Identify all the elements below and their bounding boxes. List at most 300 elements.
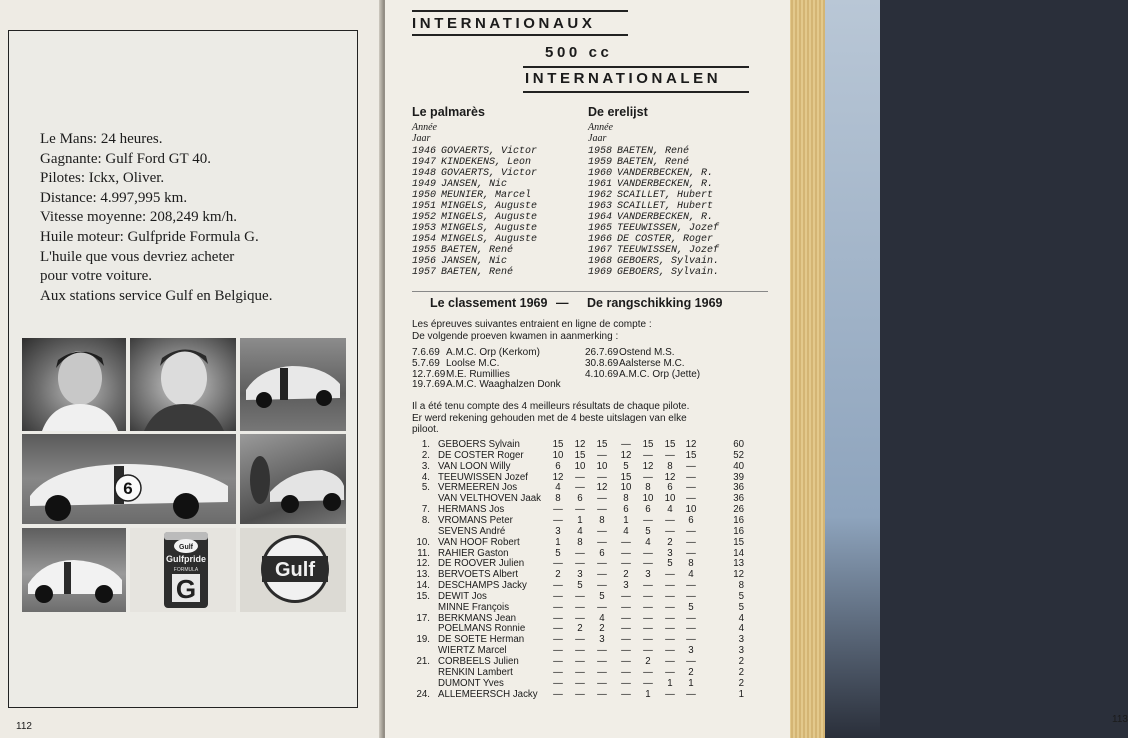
total-cell: 5 xyxy=(738,590,744,602)
race-car-photo xyxy=(240,338,346,431)
palmares-row xyxy=(412,179,537,190)
score-cell: 3 xyxy=(645,569,651,581)
score-cell: — xyxy=(621,656,631,667)
palmares-heading-nl: De erelijst xyxy=(588,105,648,119)
palmares-name: TEEUWISSEN, Jozef xyxy=(617,245,720,256)
score-cell: 15 xyxy=(685,449,697,461)
palmares-name: VANDERBECKEN, R. xyxy=(617,179,714,190)
score-cell: — xyxy=(597,449,607,461)
score-cell: 6 xyxy=(577,493,583,505)
palmares-year: 1964 xyxy=(588,212,613,223)
rider-name-cell: VERMEEREN Jos xyxy=(438,482,518,494)
event-date: 7.6.69 xyxy=(412,347,440,358)
total-cell: 2 xyxy=(738,666,744,678)
title-rule xyxy=(412,10,628,12)
rank-cell: 3. xyxy=(421,460,430,472)
score-cell: — xyxy=(643,590,653,602)
palmares-row xyxy=(588,234,719,245)
event-date: 19.7.69 xyxy=(412,379,446,391)
rider-name-cell: MINNE François xyxy=(438,601,510,613)
score-cell: — xyxy=(643,623,653,635)
score-cell: 2 xyxy=(688,666,694,678)
score-cell: 10 xyxy=(685,504,697,516)
score-cell: — xyxy=(643,677,653,689)
score-cell: 5 xyxy=(577,580,583,592)
palmares-name: KINDEKENS, Leon xyxy=(441,157,532,168)
score-cell: 12 xyxy=(574,439,586,450)
rider-name-cell: VAN VELTHOVEN Jaak xyxy=(438,493,542,505)
rider-name-cell: VROMANS Peter xyxy=(438,514,513,526)
can-brand: Gulf xyxy=(179,544,193,551)
score-cell: 4 xyxy=(645,536,651,548)
score-cell: — xyxy=(643,580,653,592)
total-cell: 52 xyxy=(733,449,744,461)
heading-dash: — xyxy=(556,296,569,310)
score-cell: — xyxy=(621,536,631,548)
score-cell: 3 xyxy=(623,580,629,592)
rank-cell: 13. xyxy=(416,569,430,581)
score-cell: — xyxy=(686,471,696,483)
rank-cell: 8. xyxy=(421,514,430,526)
event-place: A.M.C. Waaghalzen Donk xyxy=(446,379,561,391)
rider-name-cell: VAN LOON Willy xyxy=(438,460,511,472)
score-cell: — xyxy=(553,666,563,678)
rider-name-cell: HERMANS Jos xyxy=(438,504,505,516)
title-rule xyxy=(523,66,749,68)
score-cell: — xyxy=(553,558,563,570)
score-cell: 15 xyxy=(552,439,564,450)
palmares-year: 1966 xyxy=(588,234,613,245)
palmares-row xyxy=(412,256,537,267)
event-date: 26.7.69 xyxy=(585,347,619,358)
score-cell: — xyxy=(686,493,696,505)
palmares-name: BAETEN, René xyxy=(617,157,690,168)
total-cell: 1 xyxy=(738,688,744,700)
event-place: M.E. Rumillies xyxy=(446,368,510,380)
intro-french: Les épreuves suivantes entraient en ligne de compte : xyxy=(412,319,652,330)
palmares-year: 1950 xyxy=(412,190,437,201)
rank-cell: 14. xyxy=(416,580,430,592)
score-cell: 6 xyxy=(688,514,694,526)
score-cell: — xyxy=(597,601,607,613)
palmares-name: BAETEN, René xyxy=(617,146,690,157)
ad-line: Distance: 4.997,995 km. xyxy=(40,189,188,206)
score-cell: — xyxy=(621,634,631,646)
score-cell: 15 xyxy=(664,439,676,450)
score-cell: — xyxy=(621,601,631,613)
race-car-photo xyxy=(22,528,126,612)
rank-cell: 7. xyxy=(421,504,430,516)
score-cell: — xyxy=(665,601,675,613)
score-cell: — xyxy=(665,634,675,646)
score-cell: 5 xyxy=(688,601,694,613)
score-cell: — xyxy=(575,677,585,689)
score-cell: — xyxy=(686,580,696,592)
palmares-year: 1967 xyxy=(588,245,613,256)
score-cell: — xyxy=(553,677,563,689)
score-cell: — xyxy=(643,634,653,646)
score-cell: 12 xyxy=(552,471,564,483)
score-cell: — xyxy=(643,666,653,678)
total-cell: 2 xyxy=(738,656,744,667)
score-cell: 4 xyxy=(667,504,673,516)
score-cell: 12 xyxy=(596,482,608,494)
palmares-name: SCAILLET, Hubert xyxy=(617,190,714,201)
event-date: 5.7.69 xyxy=(412,357,440,369)
score-cell: 8 xyxy=(577,536,583,548)
score-cell: 5 xyxy=(555,547,561,559)
total-cell: 13 xyxy=(733,558,744,570)
palmares-name: VANDERBECKEN, R. xyxy=(617,212,714,223)
score-cell: 2 xyxy=(667,536,673,548)
rider-name-cell: BERVOETS Albert xyxy=(438,569,519,581)
score-cell: — xyxy=(686,612,696,624)
palmares-name: MINGELS, Auguste xyxy=(441,234,538,245)
score-cell: 1 xyxy=(623,514,629,526)
driver-portrait-icon xyxy=(22,338,126,431)
gulf-logo xyxy=(240,528,346,612)
palmares-name: SCAILLET, Hubert xyxy=(617,201,714,212)
pit-stop-icon xyxy=(240,434,346,524)
score-cell: — xyxy=(575,558,585,570)
rider-name-cell: DUMONT Yves xyxy=(438,677,504,689)
score-cell: — xyxy=(575,590,585,602)
note-line: piloot. xyxy=(412,424,439,435)
rank-cell: 24. xyxy=(416,688,430,700)
oil-can-icon xyxy=(130,528,236,612)
palmares-name: MINGELS, Auguste xyxy=(441,223,538,234)
score-cell: — xyxy=(621,558,631,570)
rider-name-cell: BERKMANS Jean xyxy=(438,612,517,624)
palmares-name: MINGELS, Auguste xyxy=(441,201,538,212)
race-car-icon xyxy=(22,528,126,612)
palmares-year: 1948 xyxy=(412,168,437,179)
palmares-year: 1959 xyxy=(588,157,613,168)
score-cell: 5 xyxy=(599,590,605,602)
score-cell: — xyxy=(643,449,653,461)
palmares-row xyxy=(588,245,719,256)
palmares-year: 1949 xyxy=(412,179,437,190)
rider-name-cell: DE ROOVER Julien xyxy=(438,558,525,570)
palmares-row xyxy=(588,146,719,157)
score-cell: — xyxy=(597,677,607,689)
page-edges xyxy=(785,0,825,738)
ad-line: Vitesse moyenne: 208,249 km/h. xyxy=(40,209,237,226)
score-cell: 12 xyxy=(620,449,632,461)
palmares-row xyxy=(588,256,719,267)
total-cell: 36 xyxy=(733,482,744,494)
event-place: A.M.C. Orp (Jette) xyxy=(619,368,701,380)
palmares-row xyxy=(412,157,537,168)
total-cell: 8 xyxy=(738,580,744,592)
score-cell: — xyxy=(643,471,653,483)
rank-cell: 19. xyxy=(416,634,430,646)
score-cell: — xyxy=(553,634,563,646)
score-cell: — xyxy=(553,688,563,700)
score-cell: 12 xyxy=(642,460,654,472)
year-label-fr: Année xyxy=(588,122,613,133)
title-class: 500 cc xyxy=(545,44,613,61)
score-cell: — xyxy=(643,514,653,526)
score-cell: 5 xyxy=(623,460,629,472)
score-cell: — xyxy=(665,449,675,461)
ad-line: L'huile que vous devriez acheter xyxy=(40,248,235,265)
event-date: 4.10.69 xyxy=(585,368,619,380)
score-cell: — xyxy=(665,580,675,592)
logo-text: Gulf xyxy=(275,559,315,581)
standings-table xyxy=(412,440,772,705)
palmares-name: GOVAERTS, Victor xyxy=(441,168,538,179)
score-cell: 6 xyxy=(555,460,561,472)
table-row xyxy=(412,690,752,701)
score-cell: — xyxy=(686,460,696,472)
ad-line: Pilotes: Ickx, Oliver. xyxy=(40,170,165,187)
score-cell: 2 xyxy=(645,656,651,667)
total-cell: 60 xyxy=(733,439,744,450)
score-cell: — xyxy=(575,666,585,678)
score-cell: — xyxy=(575,688,585,700)
score-cell: — xyxy=(643,645,653,657)
palmares-heading-fr: Le palmarès xyxy=(412,105,485,119)
ad-line: Gagnante: Gulf Ford GT 40. xyxy=(40,150,211,167)
rank-cell: 21. xyxy=(416,656,430,667)
event-date: 30.8.69 xyxy=(585,357,619,369)
title-rule xyxy=(412,34,628,36)
palmares-year: 1946 xyxy=(412,146,437,157)
palmares-year: 1947 xyxy=(412,157,437,168)
race-car-photo xyxy=(22,434,236,524)
event-place: A.M.C. Orp (Kerkom) xyxy=(446,347,540,358)
ad-line: Le Mans: 24 heures. xyxy=(40,131,163,147)
rank-cell: 10. xyxy=(416,536,430,548)
score-cell: — xyxy=(621,623,631,635)
score-cell: — xyxy=(686,547,696,559)
total-cell: 36 xyxy=(733,493,744,505)
palmares-row xyxy=(588,190,719,201)
score-cell: 1 xyxy=(688,677,694,689)
palmares-name: GEBOERS, Sylvain. xyxy=(617,267,720,278)
driver-portrait-photo xyxy=(22,338,126,431)
rider-name-cell: DESCHAMPS Jacky xyxy=(438,580,527,592)
score-cell: 10 xyxy=(664,493,676,505)
score-cell: — xyxy=(665,514,675,526)
score-cell: 8 xyxy=(667,460,673,472)
score-cell: — xyxy=(621,590,631,602)
score-cell: — xyxy=(665,656,675,667)
events-list xyxy=(412,348,561,391)
palmares-name: MEUNIER, Marcel xyxy=(441,190,532,201)
total-cell: 26 xyxy=(733,504,744,516)
score-cell: — xyxy=(553,514,563,526)
rider-name-cell: DEWIT Jos xyxy=(438,590,487,602)
rider-name-cell: ALLEMEERSCH Jacky xyxy=(438,688,538,700)
rider-name-cell: WIERTZ Marcel xyxy=(438,645,507,657)
palmares-row xyxy=(412,168,537,179)
score-cell: — xyxy=(643,612,653,624)
score-cell: 3 xyxy=(599,634,605,646)
intro-dutch: De volgende proeven kwamen in aanmerking : xyxy=(412,331,619,342)
palmares-row xyxy=(588,223,719,234)
score-cell: — xyxy=(553,504,563,516)
score-cell: 1 xyxy=(645,688,651,700)
score-cell: 2 xyxy=(555,569,561,581)
score-cell: — xyxy=(553,580,563,592)
rank-cell: 15. xyxy=(416,590,430,602)
palmares-year: 1957 xyxy=(412,267,437,278)
note-line: Il a été tenu compte des 4 meilleurs résultats de chaque pilote. xyxy=(412,401,690,412)
score-cell: — xyxy=(575,482,585,494)
score-cell: — xyxy=(665,569,675,581)
palmares-list xyxy=(588,146,719,278)
title-rule xyxy=(523,91,749,93)
score-cell: 8 xyxy=(645,482,651,494)
palmares-year: 1965 xyxy=(588,223,613,234)
score-cell: 6 xyxy=(645,504,651,516)
palmares-year: 1952 xyxy=(412,212,437,223)
palmares-name: BAETEN, René xyxy=(441,245,514,256)
rider-name-cell: POELMANS Ronnie xyxy=(438,623,526,635)
rank-cell: 2. xyxy=(421,449,430,461)
total-cell: 4 xyxy=(738,623,744,635)
classement-heading-nl: De rangschikking 1969 xyxy=(587,296,723,310)
score-cell: — xyxy=(621,547,631,559)
score-cell: 6 xyxy=(667,482,673,494)
score-cell: 10 xyxy=(620,482,632,494)
scoring-note xyxy=(412,401,689,436)
palmares-year: 1958 xyxy=(588,146,613,157)
score-cell: — xyxy=(665,590,675,602)
palmares-year: 1968 xyxy=(588,256,613,267)
score-cell: 4 xyxy=(688,569,694,581)
score-cell: 4 xyxy=(555,482,561,494)
score-cell: 8 xyxy=(688,558,694,570)
right-page xyxy=(385,0,1128,738)
score-cell: — xyxy=(621,645,631,657)
palmares-list xyxy=(412,146,537,278)
score-cell: — xyxy=(553,590,563,602)
driver-portrait-photo xyxy=(130,338,236,431)
score-cell: — xyxy=(597,569,607,581)
score-cell: 8 xyxy=(555,493,561,505)
palmares-name: GOVAERTS, Victor xyxy=(441,146,538,157)
score-cell: 1 xyxy=(555,536,561,548)
score-cell: — xyxy=(597,558,607,570)
score-cell: — xyxy=(686,482,696,494)
score-cell: 12 xyxy=(685,439,697,450)
score-cell: 4 xyxy=(599,612,605,624)
score-cell: 3 xyxy=(688,645,694,657)
score-cell: — xyxy=(553,645,563,657)
score-cell: 3 xyxy=(667,547,673,559)
classement-heading-fr: Le classement 1969 xyxy=(430,296,548,310)
score-cell: — xyxy=(665,612,675,624)
score-cell: 2 xyxy=(623,569,629,581)
score-cell: 6 xyxy=(599,547,605,559)
ad-line: pour votre voiture. xyxy=(40,268,153,285)
total-cell: 4 xyxy=(738,612,744,624)
can-letter: G xyxy=(175,574,197,604)
score-cell: 5 xyxy=(667,558,673,570)
score-cell: — xyxy=(686,634,696,646)
section-rule xyxy=(412,291,768,292)
palmares-name: TEEUWISSEN, Jozef xyxy=(617,223,720,234)
can-formula: FORMULA xyxy=(173,567,199,573)
score-cell: — xyxy=(643,558,653,570)
car-number: 6 xyxy=(123,479,133,498)
event-place: Aalsterse M.C. xyxy=(619,357,685,369)
score-cell: — xyxy=(575,656,585,667)
score-cell: — xyxy=(553,656,563,667)
total-cell: 12 xyxy=(733,569,744,581)
score-cell: 12 xyxy=(664,471,676,483)
total-cell: 39 xyxy=(733,471,744,483)
score-cell: — xyxy=(665,623,675,635)
rank-cell: 1. xyxy=(421,439,430,450)
palmares-row xyxy=(588,157,719,168)
score-cell: — xyxy=(597,656,607,667)
palmares-year: 1954 xyxy=(412,234,437,245)
event-date: 12.7.69 xyxy=(412,368,446,380)
score-cell: — xyxy=(575,504,585,516)
score-cell: — xyxy=(597,471,607,483)
palmares-name: GEBOERS, Sylvain. xyxy=(617,256,720,267)
score-cell: 3 xyxy=(577,569,583,581)
rider-name-cell: VAN HOOF Robert xyxy=(438,536,520,548)
ad-line: Huile moteur: Gulfpride Formula G. xyxy=(40,228,259,245)
palmares-name: JANSEN, Nic xyxy=(441,179,508,190)
event-place: Ostend M.S. xyxy=(619,347,675,358)
score-cell: — xyxy=(686,536,696,548)
palmares-year: 1956 xyxy=(412,256,437,267)
palmares-year: 1969 xyxy=(588,267,613,278)
palmares-row xyxy=(412,223,537,234)
score-cell: — xyxy=(665,688,675,700)
score-cell: 8 xyxy=(623,493,629,505)
palmares-row xyxy=(588,179,719,190)
page-number: 113 xyxy=(1112,714,1128,725)
score-cell: — xyxy=(686,656,696,667)
rider-name-cell: TEEUWISSEN Jozef xyxy=(438,471,528,483)
score-cell: — xyxy=(621,677,631,689)
palmares-row xyxy=(412,146,537,157)
score-cell: 15 xyxy=(574,449,586,461)
palmares-year: 1953 xyxy=(412,223,437,234)
score-cell: 10 xyxy=(552,449,564,461)
palmares-year: 1960 xyxy=(588,168,613,179)
score-cell: — xyxy=(621,612,631,624)
palmares-row xyxy=(588,267,719,278)
palmares-year: 1963 xyxy=(588,201,613,212)
score-cell: — xyxy=(686,590,696,602)
year-label-fr: Année xyxy=(412,122,437,133)
rider-name-cell: CORBEELS Julien xyxy=(438,656,519,667)
score-cell: — xyxy=(575,634,585,646)
score-cell: — xyxy=(597,580,607,592)
can-product: Gulfpride xyxy=(166,554,206,564)
score-cell: — xyxy=(686,525,696,537)
title-french: INTERNATIONAUX xyxy=(412,15,596,32)
total-cell: 2 xyxy=(738,677,744,689)
palmares-row xyxy=(412,245,537,256)
total-cell: 3 xyxy=(738,645,744,657)
score-cell: — xyxy=(621,666,631,678)
race-car-icon xyxy=(240,338,346,431)
score-cell: 15 xyxy=(642,439,654,450)
palmares-row xyxy=(588,201,719,212)
palmares-name: MINGELS, Auguste xyxy=(441,212,538,223)
score-cell: 6 xyxy=(623,504,629,516)
score-cell: — xyxy=(665,525,675,537)
